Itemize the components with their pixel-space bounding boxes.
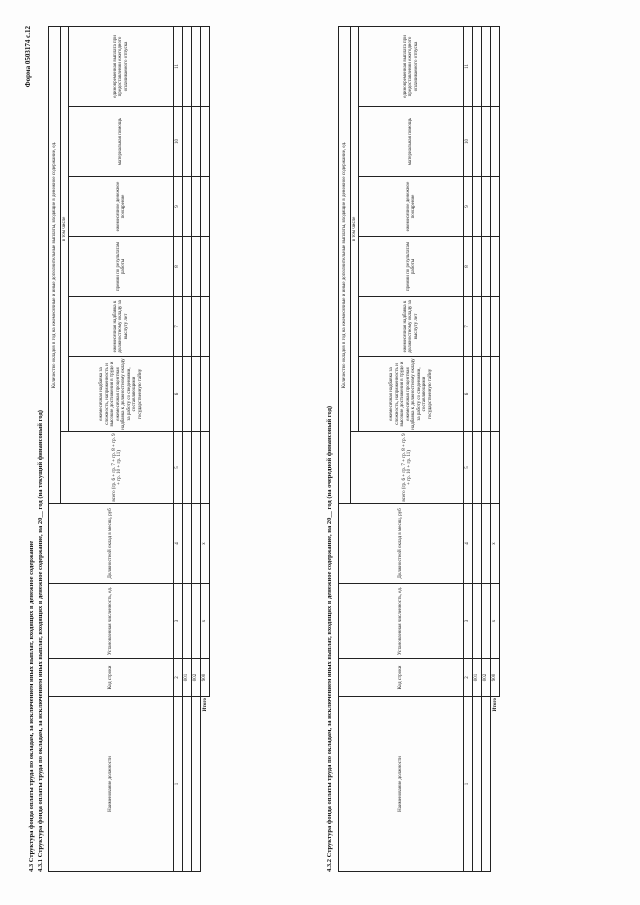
subsection-heading-current-year: 4.3.1 Структура фонда оплаты труда по окладам, за исключением иных выплат, входящих в денежное содержание, на 20__ год (на текущий финансовый год) — [37, 410, 44, 872]
cell — [491, 177, 500, 237]
cell — [482, 504, 491, 584]
column-numbers-row — [464, 26, 473, 871]
cell — [482, 584, 491, 659]
cell — [192, 26, 201, 106]
cell — [183, 107, 192, 177]
cell — [201, 107, 210, 177]
colnum: 9 — [174, 177, 183, 237]
col-header-incl: в том числе — [61, 26, 69, 431]
col-header-position: Наименование должности — [339, 697, 464, 872]
colnum: 10 — [174, 107, 183, 177]
cell — [201, 432, 210, 504]
x-mark: x — [201, 584, 210, 659]
cell — [482, 432, 491, 504]
cell — [201, 357, 210, 432]
colnum: 1 — [464, 697, 473, 872]
col-header-6: ежемесячная надбавка за сложность, напряженность и высокие достижения в труде и ежемесячная процентная надбавка к должностному окладу за работу со сведениями, составляющими государственную тайну — [69, 357, 174, 432]
table-row — [183, 26, 192, 871]
colnum: 1 — [174, 697, 183, 872]
colnum: 6 — [174, 357, 183, 432]
colnum: 3 — [464, 584, 473, 659]
cell — [482, 357, 491, 432]
cell — [192, 237, 201, 297]
cell — [192, 357, 201, 432]
column-numbers-row — [174, 26, 183, 871]
x-mark: x — [491, 504, 500, 584]
cell-position — [183, 697, 192, 872]
cell — [491, 357, 500, 432]
colnum: 10 — [464, 107, 473, 177]
col-header-9: ежемесячное денежное поощрение — [69, 177, 174, 237]
col-header-7: ежемесячная надбавка к должностному окладу за выслугу лет — [359, 297, 464, 357]
cell — [473, 584, 482, 659]
total-row — [491, 26, 500, 871]
table-row — [192, 26, 201, 871]
form-code: Форма 0503174 с.12 — [24, 26, 32, 88]
col-header-10: материальная помощь — [69, 107, 174, 177]
col-header-salary: Должностной оклад в месяц, руб — [49, 504, 174, 584]
x-mark: x — [491, 584, 500, 659]
col-header-10: материальная помощь — [359, 107, 464, 177]
cell — [473, 297, 482, 357]
cell — [183, 297, 192, 357]
col-header-group: Количество окладов в год на ежемесячные и иные дополнительные выплаты, входящие в денежное содержание, ед. — [339, 26, 351, 503]
cell — [482, 107, 491, 177]
cell-code: 001 — [473, 659, 482, 697]
cell — [201, 237, 210, 297]
cell — [201, 297, 210, 357]
col-header-total: всего (гр. 6 + гр. 7 + гр. 8 + гр. 9 + гр. 10 + гр. 11) — [61, 432, 174, 504]
rotated-form — [20, 22, 620, 882]
colnum: 5 — [464, 432, 473, 504]
cell — [201, 26, 210, 106]
col-header-incl: в том числе — [351, 26, 359, 431]
total-row — [201, 26, 210, 871]
cell — [473, 26, 482, 106]
col-header-total: всего (гр. 6 + гр. 7 + гр. 8 + гр. 9 + гр. 10 + гр. 11) — [351, 432, 464, 504]
cell — [491, 26, 500, 106]
cell — [183, 432, 192, 504]
colnum: 2 — [174, 659, 183, 697]
colnum: 2 — [464, 659, 473, 697]
cell-position — [473, 697, 482, 872]
col-header-group: Количество окладов в год на ежемесячные и иные дополнительные выплаты, входящие в денежное содержание, ед. — [49, 26, 61, 503]
col-header-8: премии по результатам работы — [359, 237, 464, 297]
col-header-staff: Установленная численность, ед. — [339, 584, 464, 659]
cell — [201, 177, 210, 237]
section-heading: 4.3 Структура фонда оплаты труда по окладам, за исключением иных выплат, входящих в денежное содержание — [28, 540, 35, 872]
cell — [183, 237, 192, 297]
cell-position — [482, 697, 491, 872]
cell — [192, 177, 201, 237]
colnum: 3 — [174, 584, 183, 659]
total-label: Итого — [201, 697, 210, 872]
cell — [482, 297, 491, 357]
cell — [473, 504, 482, 584]
colnum: 7 — [174, 297, 183, 357]
colnum: 4 — [174, 504, 183, 584]
colnum: 7 — [464, 297, 473, 357]
cell-code: 002 — [192, 659, 201, 697]
colnum: 8 — [174, 237, 183, 297]
colnum: 4 — [464, 504, 473, 584]
cell — [192, 432, 201, 504]
colnum: 5 — [174, 432, 183, 504]
total-code: 900 — [201, 659, 210, 697]
cell — [192, 504, 201, 584]
col-header-salary: Должностной оклад в месяц, руб — [339, 504, 464, 584]
col-header-position: Наименование должности — [49, 697, 174, 872]
col-header-code: Код строки — [49, 659, 174, 697]
table-row — [473, 26, 482, 871]
col-header-staff: Установленная численность, ед. — [49, 584, 174, 659]
cell — [192, 107, 201, 177]
cell — [473, 357, 482, 432]
cell — [482, 177, 491, 237]
col-header-code: Код строки — [339, 659, 464, 697]
cell — [192, 297, 201, 357]
col-header-6: ежемесячная надбавка за сложность, напряженность и высокие достижения в труде и ежемесячная процентная надбавка к должностному окладу за работу со сведениями, составляющими государственную тайну — [359, 357, 464, 432]
cell — [183, 504, 192, 584]
cell — [192, 584, 201, 659]
cell-code: 001 — [183, 659, 192, 697]
cell — [473, 237, 482, 297]
cell-position — [192, 697, 201, 872]
cell — [183, 177, 192, 237]
col-header-7: ежемесячная надбавка к должностному окладу за выслугу лет — [69, 297, 174, 357]
total-code: 900 — [491, 659, 500, 697]
cell — [183, 26, 192, 106]
x-mark: x — [201, 504, 210, 584]
cell — [482, 237, 491, 297]
subsection-heading-next-year: 4.3.2 Структура фонда оплаты труда по окладам, за исключением иных выплат, входящих в денежное содержание, на 20__ год (на очередной финансовый год) — [326, 405, 333, 872]
cell — [491, 432, 500, 504]
cell — [491, 297, 500, 357]
cell — [482, 26, 491, 106]
col-header-11: единовременная выплата при предоставлении ежегодного оплачиваемого отпуска — [359, 26, 464, 106]
colnum: 6 — [464, 357, 473, 432]
cell — [491, 107, 500, 177]
colnum: 9 — [464, 177, 473, 237]
cell — [183, 584, 192, 659]
col-header-9: ежемесячное денежное поощрение — [359, 177, 464, 237]
col-header-11: единовременная выплата при предоставлении ежегодного оплачиваемого отпуска — [69, 26, 174, 106]
cell — [183, 357, 192, 432]
cell — [473, 107, 482, 177]
cell — [473, 432, 482, 504]
total-label: Итого — [491, 697, 500, 872]
colnum: 11 — [464, 26, 473, 106]
cell — [491, 237, 500, 297]
table-current-year — [48, 26, 210, 872]
table-row — [482, 26, 491, 871]
col-header-8: премии по результатам работы — [69, 237, 174, 297]
cell-code: 002 — [482, 659, 491, 697]
cell — [473, 177, 482, 237]
table-next-year — [338, 26, 500, 872]
colnum: 11 — [174, 26, 183, 106]
colnum: 8 — [464, 237, 473, 297]
